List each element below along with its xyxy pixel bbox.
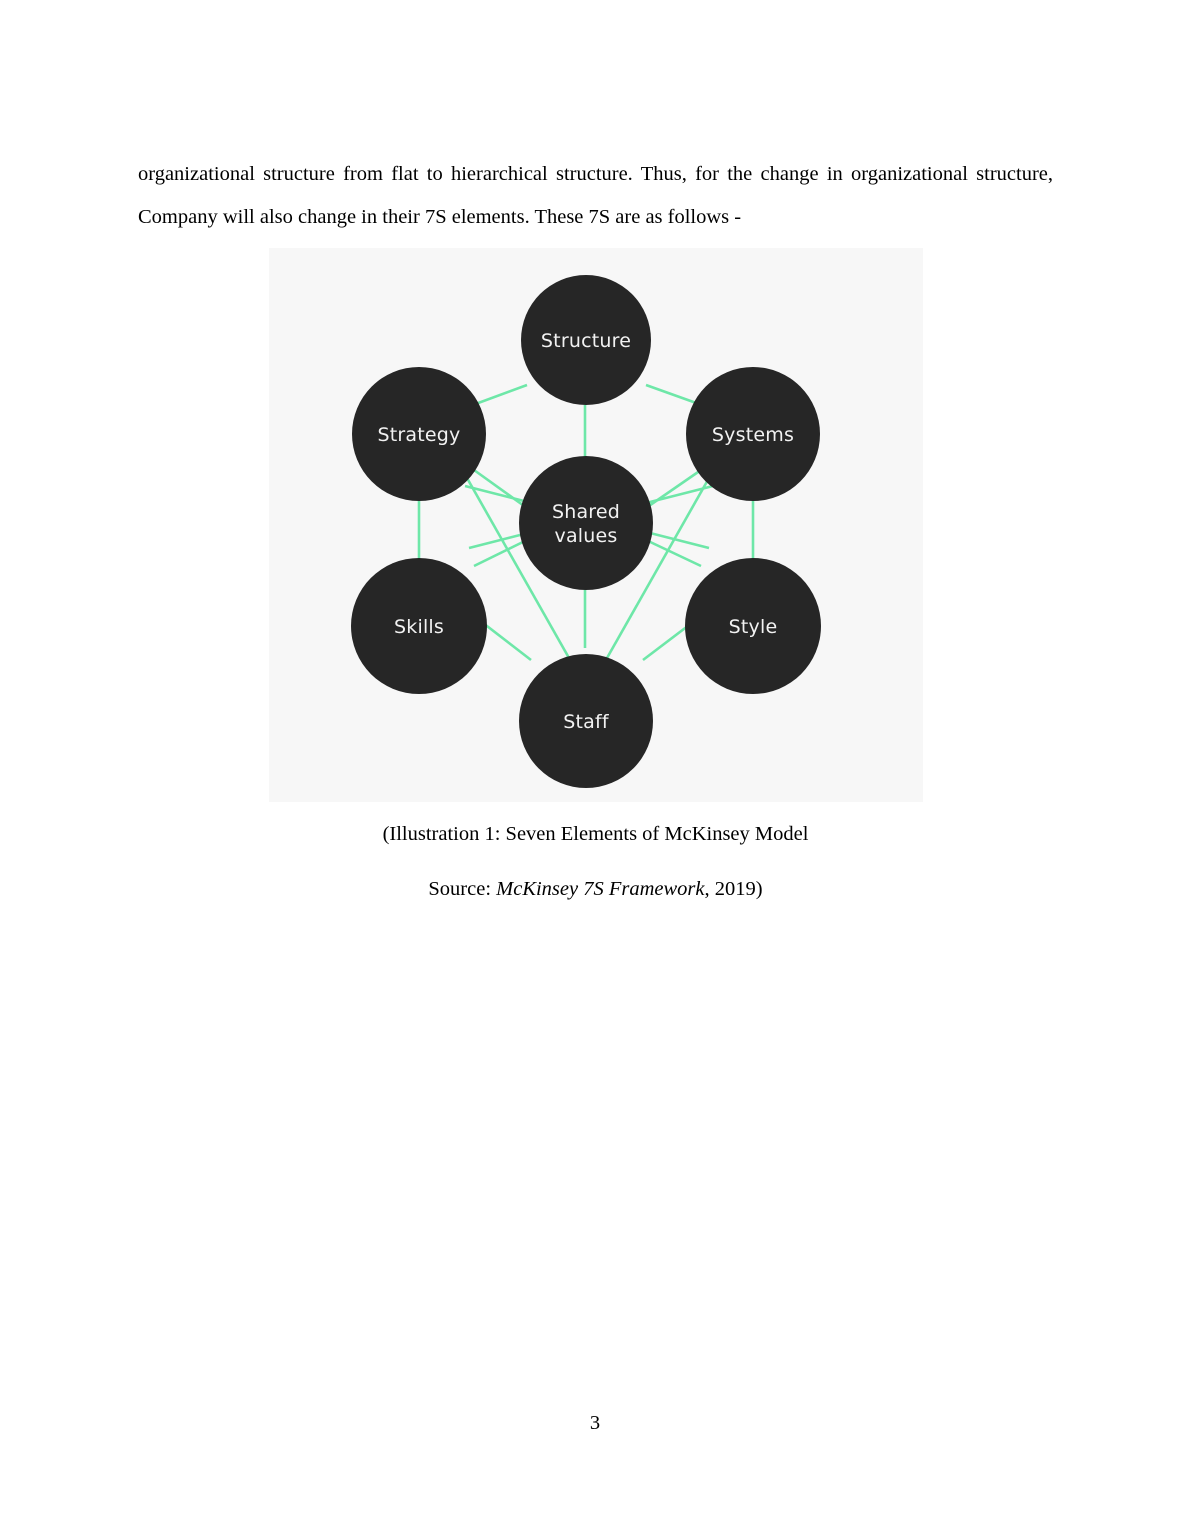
node-structure: [521, 275, 651, 405]
node-style: [685, 558, 821, 694]
caption-line-2: [138, 868, 1053, 911]
node-label-staff: Staff: [563, 711, 609, 733]
caption-source-prefix: Source:: [428, 878, 497, 900]
node-skills: [351, 558, 487, 694]
caption-source-suffix: , 2019): [704, 878, 763, 900]
node-systems: [686, 367, 820, 501]
node-label-structure: Structure: [540, 330, 632, 352]
node-label-systems: Systems: [711, 424, 795, 446]
node-shared-values: [519, 456, 653, 590]
node-strategy: [352, 367, 486, 501]
node-label-shared-values-line2: values: [554, 525, 618, 547]
body-paragraph: organizational structure from flat to hierarchical structure. Thus, for the change in organizational structure, Company will also change in their 7S elements. These 7S are as follows -: [138, 162, 1053, 228]
figure-caption: [138, 813, 1053, 911]
node-label-shared-values-line1: Shared: [551, 501, 621, 523]
node-label-style: Style: [728, 616, 778, 638]
caption-source-title: McKinsey 7S Framework: [496, 878, 705, 900]
caption-line-1: (Illustration 1: Seven Elements of McKinsey Model: [382, 823, 809, 845]
node-label-strategy: Strategy: [377, 424, 461, 446]
node-label-skills: Skills: [394, 616, 444, 638]
figure-container: [269, 248, 923, 802]
node-staff: [519, 654, 653, 788]
mckinsey-7s-diagram: [269, 248, 923, 802]
diagram-nodes: [351, 275, 821, 788]
page-number: 3: [589, 1412, 601, 1434]
